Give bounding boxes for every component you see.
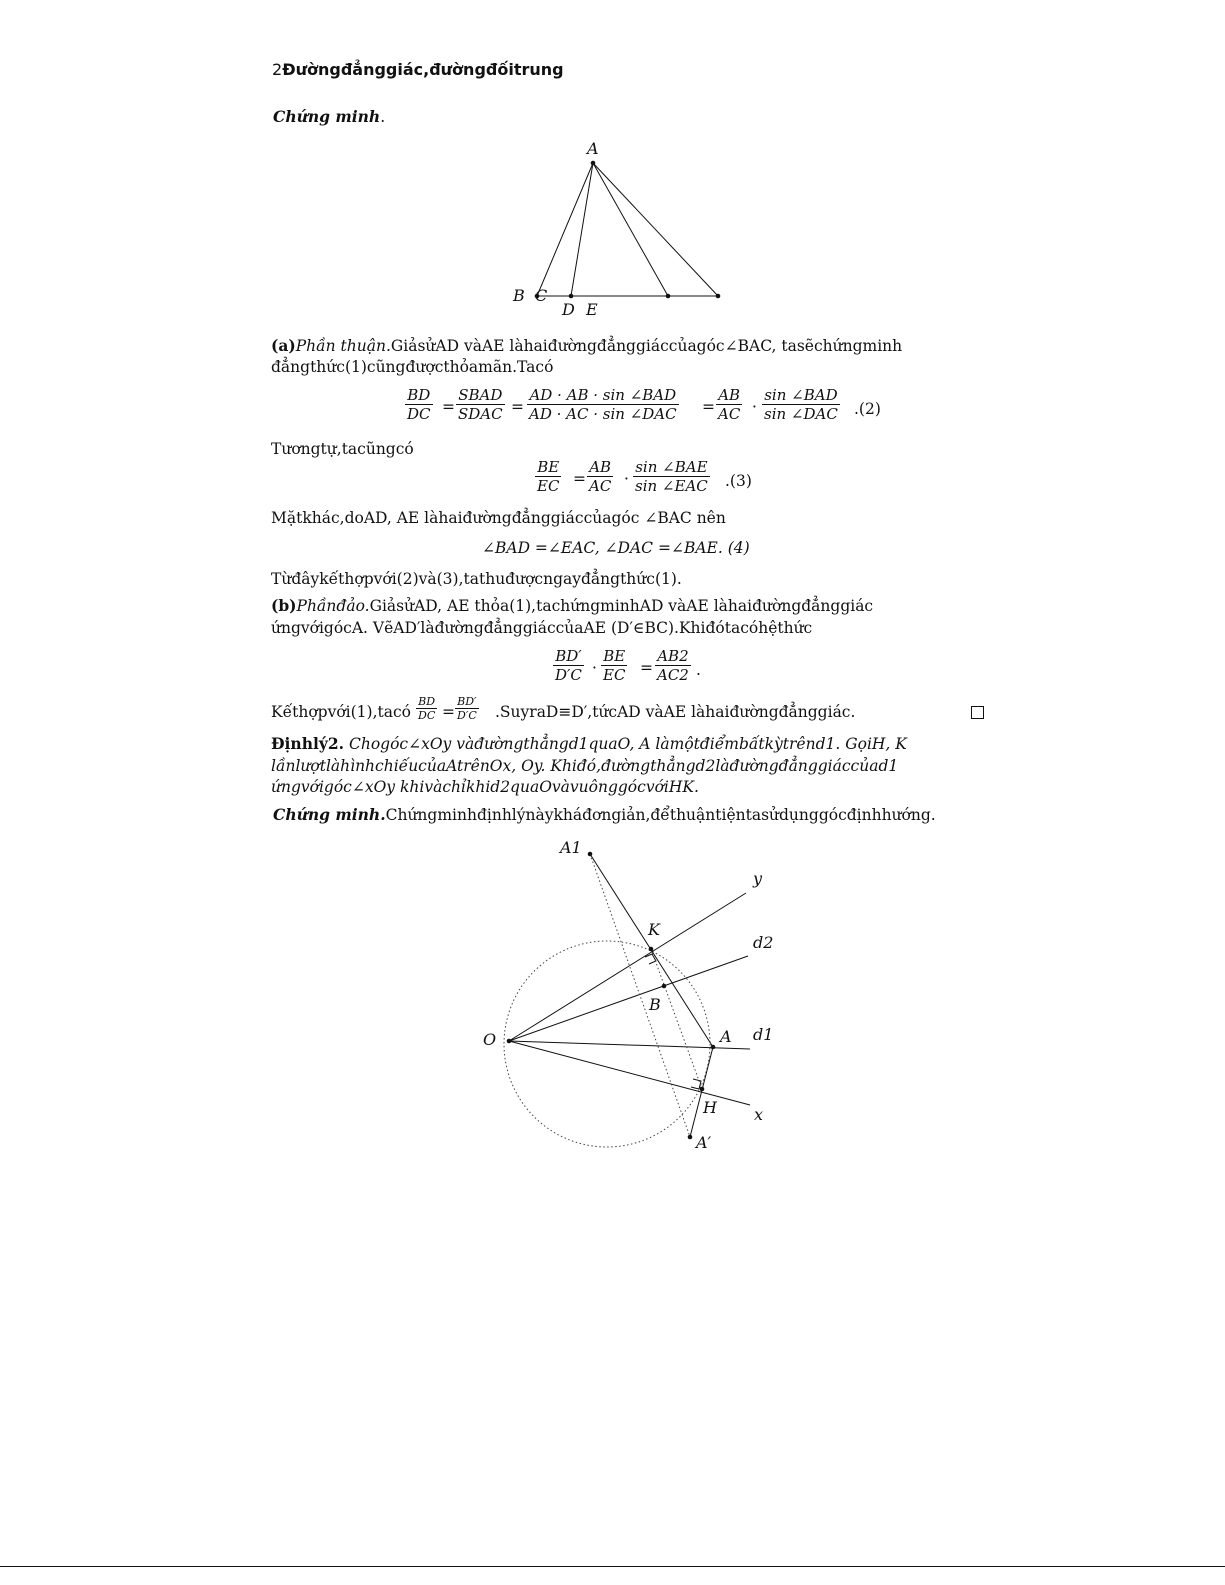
point-B [662,984,667,989]
proof2-line [273,804,936,826]
eq3-r-num: AB [587,458,613,477]
segment-AD [571,163,593,296]
right-angle-H [691,1079,701,1089]
eq5-l1-den: D′C [555,666,582,684]
section-title: Đườngđẳnggiác,đườngđốitrung [282,60,564,79]
eq2-tag: .(2) [854,400,881,418]
ket-hop-text2: .SuyraD≡D′,tứcAD vàAE làhaiđườngđẳnggiác. [495,703,856,721]
eq2-s-num: SBAD [456,386,505,405]
eq3-frac-ab-ac [587,458,613,495]
eq5-dot-mul: · [592,659,597,677]
point-C [716,294,721,299]
tu-day-text: Từđâykếthợpvới(2)và(3),tathuđượcngayđẳngthức(1). [271,570,682,588]
eq5-l1-num: BD′ [553,647,584,666]
eq2-frac-ab-ac [716,386,742,423]
point-A2 [688,1135,693,1140]
qed-square [971,706,984,719]
eq2-lhs-num: BD [405,386,433,405]
eq3-frac-sin [633,458,710,495]
theorem2-line1 [271,733,907,755]
eq3-dot: · [624,470,629,488]
ray-Oy [509,893,746,1041]
eq3-eq: = [573,470,586,488]
label-A: A [587,139,599,158]
label-O: O [483,1030,497,1049]
eq2-frac-mid [527,386,679,423]
eq2-frac-area [456,386,505,423]
eq5-period: . [696,661,701,679]
point-A [591,161,596,166]
proof-label-dot: . [380,108,386,126]
eq5-frac-be-ec [601,647,627,684]
point-H [700,1087,705,1092]
point-E [666,294,671,299]
label-d1: d1 [753,1025,774,1044]
figure-isogonal [470,835,790,1155]
label-E: E [586,300,598,319]
eq2-frac-sin [762,386,840,423]
eq2-eq1: = [442,398,455,416]
point-A [711,1045,716,1050]
line-d2 [509,956,748,1041]
eq3-lhs-den: EC [537,477,560,495]
eq2-mid-num: AD · AB · sin ∠BAD [527,386,679,405]
ket-hop-f2-den: D′C [457,709,477,722]
ket-hop-f2-num: BD′ [455,695,479,709]
proof1-heading [273,106,385,128]
theorem2-line2: lầnlượtlàhìnhchiếucủaAtrênOx, Oy. Khiđó,đườngthẳngd2làđườngđẳnggiáccủad1 [271,757,899,775]
theorem2-text1: Chogóc∠xOy vàđườngthẳngd1quaO, A làmộtđiểmbấtkỳtrênd1. GọiH, K [349,735,907,753]
label-A1: A1 [560,838,582,857]
label-x: x [754,1105,764,1124]
figure-triangle [500,135,750,330]
part-b-line1 [271,595,873,617]
segment-AB [537,163,593,296]
proof-label: Chứng minh [273,107,381,126]
eq2-sin-den: sin ∠DAC [764,405,838,423]
eq2-mid-den: AD · AC · sin ∠DAC [529,405,677,423]
eq5-r-den: AC2 [657,666,689,684]
eq3-tag: .(3) [725,472,752,490]
label-C: C [535,286,548,305]
eq5-frac-ab2-ac2 [655,647,691,684]
part-b-name: Phầnđảo. [296,597,370,615]
point-A1 [588,852,593,857]
bottom-rule [0,1566,1225,1567]
eq5-l2-num: BE [601,647,627,666]
dotted-A1A2 [590,854,690,1137]
page-header [272,60,564,79]
label-d2: d2 [753,933,774,952]
label-D: D [562,300,575,319]
eq3-frac-be-ec [535,458,561,495]
dotted-KH [651,949,702,1089]
label-H: H [703,1098,717,1117]
ket-hop-frac2 [455,695,479,722]
eq4: ∠BAD =∠EAC, ∠DAC =∠BAE. (4) [482,539,750,557]
ray-Ox [509,1041,750,1105]
label-A: A [720,1027,732,1046]
point-D [569,294,574,299]
part-a-text1: GiảsửAD vàAE làhaiđườngđẳnggiáccủagóc∠BAC, tasẽchứngminh [390,337,903,355]
part-b-line2: ứngvớigócA. VẽAD′làđườngđẳnggiáccủaAE (D′∈BC).Khiđótacóhệthức [271,619,813,637]
eq5-eq: = [640,659,653,677]
part-a-name: Phần thuận. [295,337,391,355]
ket-hop-text1: Kếthợpvới(1),tacó [271,703,411,721]
label-B: B [513,286,525,305]
part-b-label: (b) [271,596,297,615]
label-K: K [648,920,660,939]
eq3-lhs-num: BE [535,458,561,477]
eq2-eq2: = [511,398,524,416]
ket-hop-eq: = [442,703,455,721]
part-a-line2: đẳngthức(1)cũngđượcthỏamãn.Tacó [271,358,554,376]
part-b-text1: GiảsửAD, AE thỏa(1),tachứngminhAD vàAE làhaiđườngđẳnggiác [369,597,874,615]
tuong-tu-text: Tươngtự,tacũngcó [271,440,414,458]
label-A2: A′ [696,1133,712,1152]
proof2-text: Chứngminhđịnhlýnàykháđơngiản,đểthuậntiệntasửdụnggócđịnhhướng. [385,806,936,824]
eq2-eq3: = [702,398,715,416]
point-K [649,947,654,952]
theorem2-line3: ứngvớigóc∠xOy khivàchỉkhid2quaOvàvuônggócvớiHK. [271,778,699,796]
eq2-lhs-den: DC [407,405,431,423]
segment-AC [593,163,718,296]
mat-khac-text: Mặtkhác,doAD, AE làhaiđườngđẳnggiáccủagóc ∠BAC nên [271,509,726,527]
proof2-label: Chứng minh. [273,805,386,824]
point-O [507,1039,512,1044]
eq2-s-den: SDAC [458,405,503,423]
ket-hop-f1-num: BD [416,695,437,709]
eq2-frac-bd-dc [405,386,433,423]
eq5-l2-den: EC [603,666,626,684]
eq3-sin-num: sin ∠BAE [633,458,710,477]
eq2-r-num: AB [716,386,742,405]
ket-hop-f1-den: DC [418,709,436,722]
eq5-frac-bd-dc [553,647,584,684]
eq2-sin-num: sin ∠BAD [762,386,840,405]
label-y: y [753,869,763,888]
part-a-label: (a) [271,336,296,355]
page-number: 2 [272,60,283,79]
eq3-sin-den: sin ∠EAC [635,477,708,495]
segment-AE [593,163,668,296]
eq2-r-den: AC [718,405,741,423]
label-B: B [649,995,661,1014]
eq3-r-den: AC [589,477,612,495]
ket-hop-frac1 [416,695,437,722]
segment-AA2 [690,1047,713,1137]
eq5-r-num: AB2 [655,647,691,666]
theorem2-label: Địnhlý2. [271,734,345,753]
eq2-dot: · [752,398,757,416]
part-a-line1 [271,335,902,357]
